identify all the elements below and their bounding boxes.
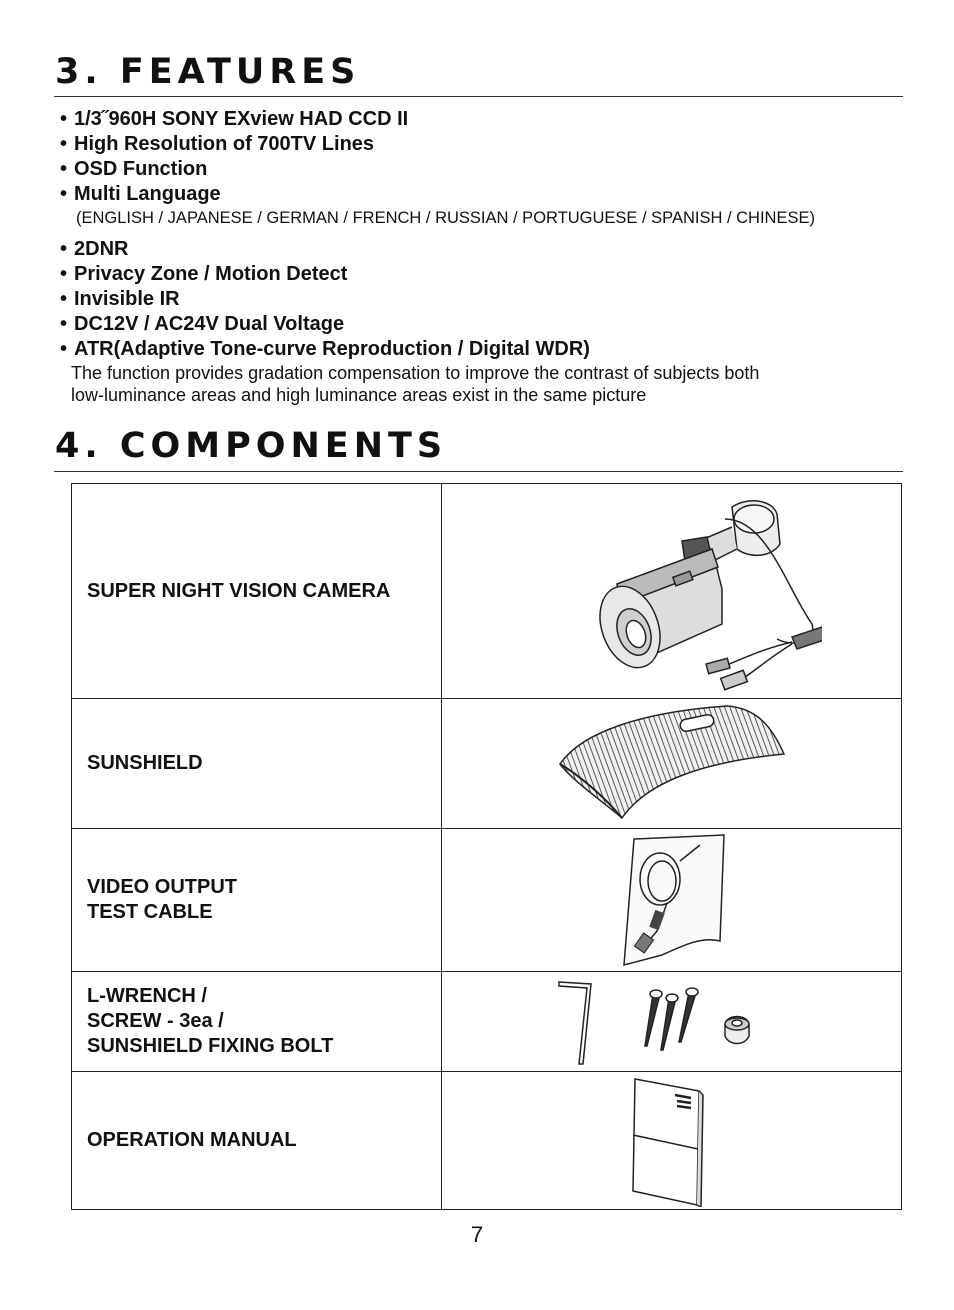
component-label — [72, 829, 442, 972]
features-list — [60, 107, 930, 406]
test-cable-illustration — [612, 831, 732, 969]
bullet: • — [60, 288, 68, 310]
feature-item — [60, 312, 930, 337]
bullet: • — [60, 133, 68, 155]
feature-item — [60, 337, 930, 362]
component-row — [72, 972, 902, 1072]
feature-item — [60, 132, 930, 157]
bullet: • — [60, 183, 68, 205]
features-divider — [54, 96, 903, 97]
component-row — [72, 699, 902, 829]
component-row — [72, 829, 902, 972]
component-label-line: L-WRENCH / — [87, 985, 207, 1007]
feature-item — [60, 262, 930, 287]
manual-illustration — [627, 1075, 717, 1207]
components-table — [71, 483, 902, 1210]
feature-text: Privacy Zone / Motion Detect — [74, 263, 348, 285]
features-heading: 3. FEATURES — [55, 52, 361, 92]
bullet: • — [60, 158, 68, 180]
feature-item — [60, 237, 930, 262]
bullet: • — [60, 263, 68, 285]
bullet: • — [60, 238, 68, 260]
bullet: • — [60, 338, 68, 360]
components-divider — [54, 471, 903, 472]
atr-description-line: The function provides gradation compensation to improve the contrast of subjects both — [71, 363, 760, 383]
wrench-screws-bolt-illustration — [557, 976, 787, 1068]
component-label-line: SUNSHIELD — [87, 752, 203, 774]
component-row — [72, 1072, 902, 1210]
component-image-cell — [442, 1072, 902, 1210]
component-image-cell — [442, 829, 902, 972]
atr-description-line: low-luminance areas and high luminance areas exist in the same picture — [71, 385, 647, 405]
component-label-line: SUNSHIELD FIXING BOLT — [87, 1035, 334, 1057]
component-label — [72, 484, 442, 699]
bullet: • — [60, 108, 68, 130]
feature-text: ATR(Adaptive Tone-curve Reproduction / Digital WDR) — [74, 338, 590, 360]
component-image-cell — [442, 699, 902, 829]
feature-item — [60, 157, 930, 182]
bullet: • — [60, 313, 68, 335]
components-heading: 4. COMPONENTS — [55, 426, 448, 466]
component-label-line: OPERATION MANUAL — [87, 1129, 297, 1151]
component-label-line: VIDEO OUTPUT — [87, 876, 238, 898]
component-label — [72, 699, 442, 829]
feature-item — [60, 182, 930, 207]
feature-text: High Resolution of 700TV Lines — [74, 133, 375, 155]
language-list: (ENGLISH / JAPANESE / GERMAN / FRENCH / RUSSIAN / PORTUGUESE / SPANISH / CHINESE) — [76, 209, 815, 227]
component-image-cell — [442, 972, 902, 1072]
sunshield-illustration — [552, 702, 792, 826]
feature-item — [60, 287, 930, 312]
component-label — [72, 1072, 442, 1210]
feature-text: Multi Language — [74, 183, 221, 205]
component-image-cell — [442, 484, 902, 699]
feature-text: Invisible IR — [74, 288, 180, 310]
feature-text: 1/3˝960H SONY EXview HAD CCD II — [74, 108, 409, 130]
page-number: 7 — [470, 1222, 484, 1247]
feature-text: 2DNR — [74, 238, 129, 260]
feature-text: DC12V / AC24V Dual Voltage — [74, 313, 345, 335]
feature-item — [60, 107, 930, 132]
feature-text: OSD Function — [74, 158, 208, 180]
component-label-line: SUPER NIGHT VISION CAMERA — [87, 579, 391, 602]
component-label-line: TEST CABLE — [87, 901, 213, 923]
component-label-line: SCREW - 3ea / — [87, 1010, 224, 1032]
component-row — [72, 484, 902, 699]
component-label — [72, 972, 442, 1072]
camera-illustration — [522, 489, 822, 694]
